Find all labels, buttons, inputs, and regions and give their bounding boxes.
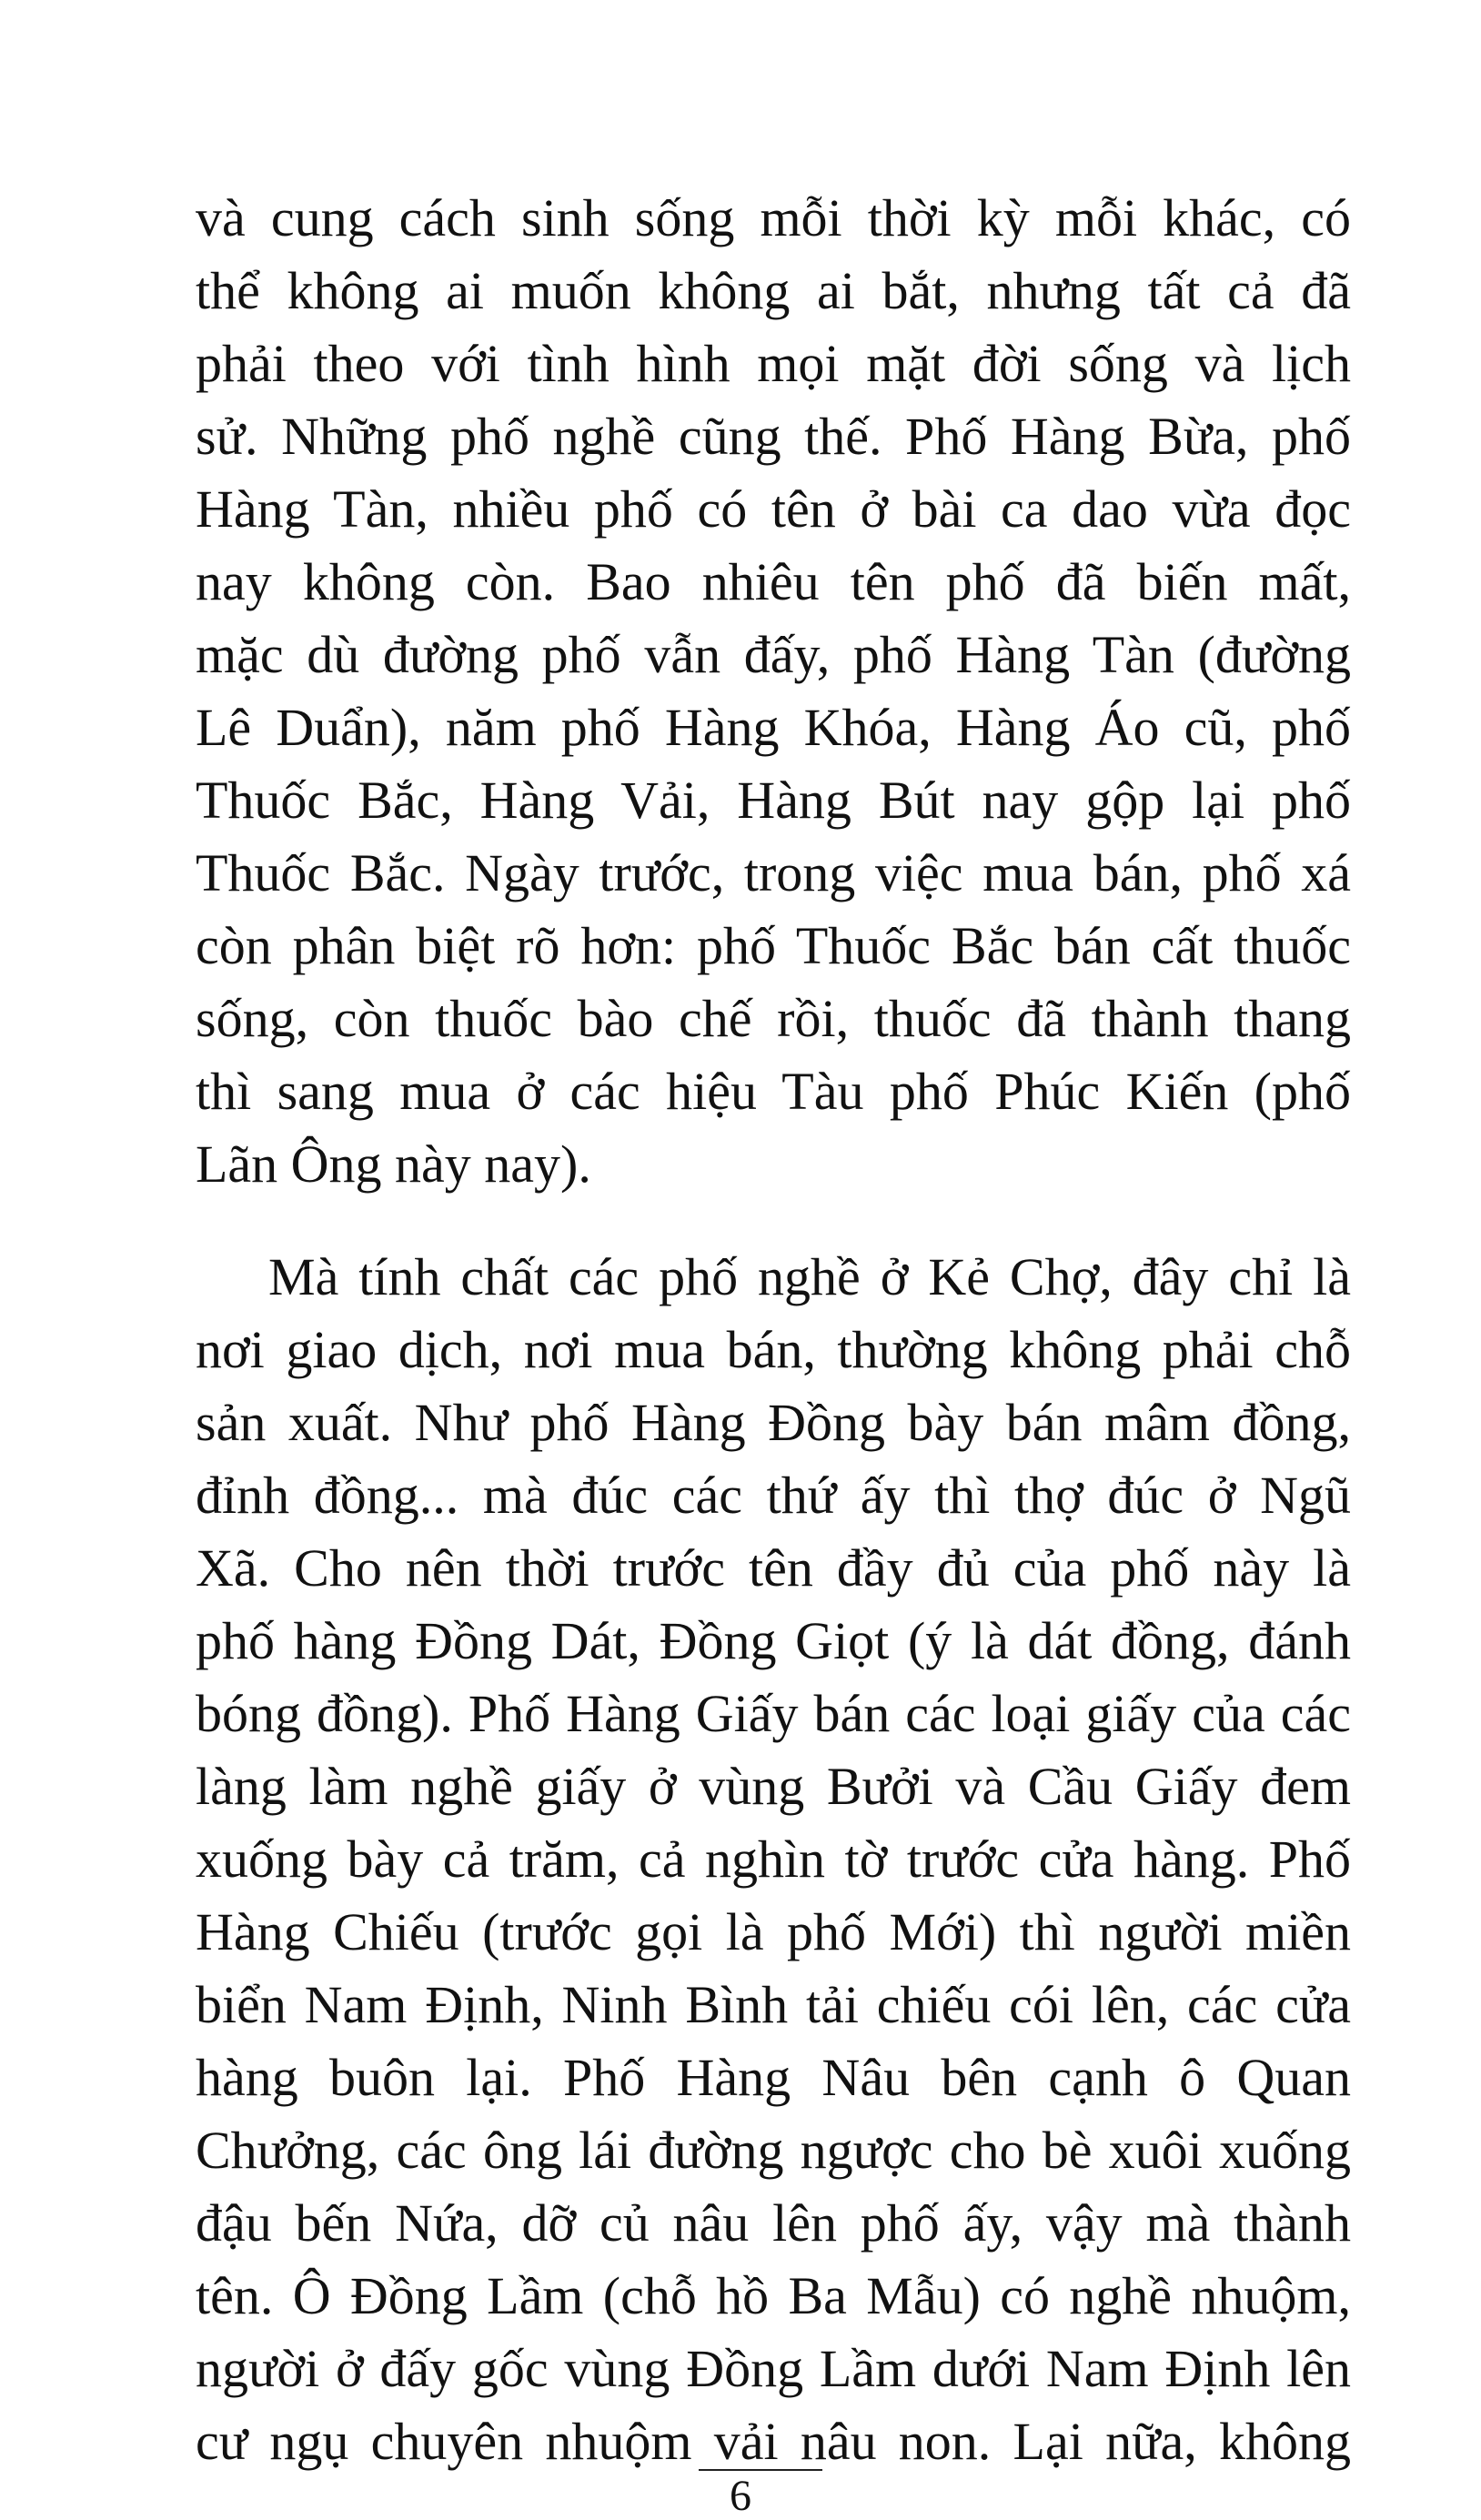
text-line: phải theo với tình hình mọi mặt đời sống và lịch [196,334,1351,393]
text-line: cư ngụ chuyên nhuộm vải nâu non. Lại nữa, không [196,2412,1351,2471]
text-line: tên. Ô Đồng Lầm (chỗ hồ Ba Mẫu) có nghề nhuộm, [196,2266,1351,2325]
text-line: làng làm nghề giấy ở vùng Bưởi và Cầu Giấy đem [196,1757,1351,1816]
text-line: Mà tính chất các phố nghề ở Kẻ Chợ, đây chỉ là [268,1247,1351,1306]
text-line: bóng đồng). Phố Hàng Giấy bán các loại giấy của các [196,1684,1351,1743]
text-line: sản xuất. Như phố Hàng Đồng bày bán mâm đồng, [196,1393,1351,1452]
text-line: mặc dù đường phố vẫn đấy, phố Hàng Tàn (đường [196,625,1351,684]
text-line: nay không còn. Bao nhiêu tên phố đã biến mất, [196,552,1351,611]
text-line: Hàng Tàn, nhiều phố có tên ở bài ca dao vừa đọc [196,479,1351,539]
text-line: phố hàng Đồng Dát, Đồng Giọt (ý là dát đồng, đánh [196,1611,1351,1670]
text-line: sống, còn thuốc bào chế rồi, thuốc đã thành thang [196,989,1351,1048]
text-line: Lãn Ông này nay). [196,1134,591,1194]
text-line: nơi giao dịch, nơi mua bán, thường không phải chỗ [196,1320,1351,1379]
text-line: đỉnh đồng... mà đúc các thứ ấy thì thợ đúc ở Ngũ [196,1466,1351,1525]
text-line: Hàng Chiếu (trước gọi là phố Mới) thì người miền [196,1902,1351,1961]
text-line: Thuốc Bắc. Ngày trước, trong việc mua bán, phố xá [196,843,1351,902]
text-line: Chưởng, các ông lái đường ngược cho bè xuôi xuống [196,2121,1351,2180]
text-line: và cung cách sinh sống mỗi thời kỳ mỗi khác, có [196,188,1351,247]
text-line: đậu bến Nứa, dỡ củ nâu lên phố ấy, vậy mà thành [196,2193,1351,2253]
text-line: còn phân biệt rõ hơn: phố Thuốc Bắc bán cất thuốc [196,916,1351,975]
footer-rule [699,2469,822,2471]
text-line: người ở đấy gốc vùng Đồng Lầm dưới Nam Định lên [196,2339,1351,2398]
paragraph-2 [196,1241,1351,2478]
text-line: hàng buôn lại. Phố Hàng Nâu bên cạnh ô Quan [196,2048,1351,2107]
body-text [196,182,1351,2478]
page-number: 6 [730,2472,751,2520]
text-line: thể không ai muốn không ai bắt, nhưng tất cả đã [196,261,1351,320]
text-line: Xã. Cho nên thời trước tên đầy đủ của phố này là [196,1538,1351,1598]
text-line: thì sang mua ở các hiệu Tàu phố Phúc Kiến (phố [196,1062,1351,1121]
text-line: Thuốc Bắc, Hàng Vải, Hàng Bút nay gộp lại phố [196,771,1351,830]
text-line: Lê Duẩn), năm phố Hàng Khóa, Hàng Áo cũ, phố [196,698,1351,757]
paragraph-1 [196,182,1351,1201]
text-line: biển Nam Định, Ninh Bình tải chiếu cói lên, các cửa [196,1975,1351,2034]
text-line: sử. Những phố nghề cũng thế. Phố Hàng Bừa, phố [196,407,1351,466]
text-line: xuống bày cả trăm, cả nghìn tờ trước cửa hàng. Phố [196,1830,1351,1889]
